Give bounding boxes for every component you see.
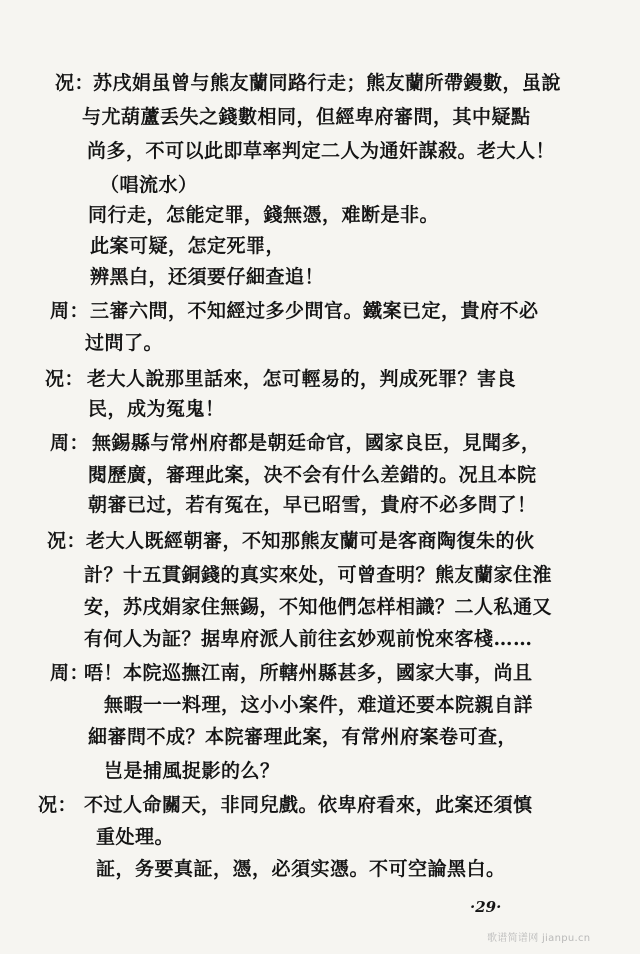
speaker-label: 况： — [38, 794, 78, 816]
dialogue-line — [0, 172, 628, 198]
dialogue-text: 与尤葫蘆丢失之錢數相同，但經卑府審問，其中疑點 — [82, 106, 531, 128]
dialogue-text: 有何人为証？据卑府派人前往玄妙观前悅來客棧…… — [84, 628, 533, 650]
dialogue-line — [0, 856, 628, 882]
dialogue-line — [0, 396, 628, 422]
dialogue-line — [0, 330, 628, 356]
dialogue-line — [0, 366, 628, 392]
dialogue-line — [0, 528, 628, 554]
speaker-label: 况： — [47, 530, 87, 552]
speaker-label: 况： — [55, 72, 95, 94]
dialogue-line — [0, 626, 628, 652]
dialogue-text: 尚多，不可以此即草率判定二人为通奸謀殺。老大人！ — [87, 140, 556, 162]
dialogue-text: 閱歷廣，審理此案，决不会有什么差錯的。况且本院 — [88, 464, 537, 486]
dialogue-text: 岂是捕風捉影的么？ — [104, 760, 280, 782]
dialogue-text: 民，成为冤鬼！ — [88, 398, 225, 420]
dialogue-text: （唱流水） — [100, 174, 198, 196]
site-watermark: 歌谱简谱网 jianpu.cn — [487, 933, 591, 944]
speaker-label: 周： — [50, 432, 90, 454]
dialogue-text: 重处理。 — [96, 826, 175, 848]
dialogue-text: 不过人命關天，非同兒戲。依卑府看來，此案还須慎 — [84, 794, 533, 816]
dialogue-line — [0, 724, 628, 750]
dialogue-line — [0, 233, 628, 259]
dialogue-text: 过問了。 — [85, 332, 164, 354]
dialogue-line — [0, 758, 628, 784]
dialogue-text: 唔！本院巡撫江南，所轄州縣甚多，國家大事，尚且 — [84, 662, 533, 684]
dialogue-line — [0, 692, 628, 718]
dialogue-line — [0, 70, 628, 96]
dialogue-line — [0, 298, 628, 324]
dialogue-text: 老大人既經朝審，不知那熊友蘭可是客商陶復朱的伙 — [86, 530, 535, 552]
dialogue-line — [0, 562, 628, 588]
dialogue-text: 苏戌娟虽曾与熊友蘭同路行走；熊友蘭所帶鏝數，虽說 — [93, 72, 562, 94]
dialogue-line — [0, 660, 628, 686]
dialogue-text: 証，务要真証，憑，必須实憑。不可空論黑白。 — [96, 858, 506, 880]
dialogue-line — [0, 492, 628, 518]
dialogue-line — [0, 462, 628, 488]
dialogue-line — [0, 594, 628, 620]
dialogue-text: 計？十五貫銅錢的真实來处，可曾查明？熊友蘭家住淮 — [84, 564, 553, 586]
dialogue-text: 同行走，怎能定罪，錢無憑，难断是非。 — [88, 204, 440, 226]
dialogue-line — [0, 792, 628, 818]
dialogue-text: 三審六問，不知經过多少問官。鐵案已定，貴府不必 — [90, 300, 539, 322]
dialogue-line — [0, 202, 628, 228]
dialogue-line — [0, 824, 628, 850]
page-number: ·29· — [470, 898, 502, 916]
dialogue-text: 無暇一一料理，这小小案件，难道还要本院親自詳 — [104, 694, 534, 716]
dialogue-text: 細審問不成？本院審理此案，有常州府案卷可查， — [88, 726, 518, 748]
dialogue-text: 朝審已过，若有冤在，早已昭雪，貴府不必多問了！ — [88, 494, 537, 516]
dialogue-text: 老大人說那里話來，怎可輕易的，判成死罪？害良 — [87, 368, 517, 390]
speaker-label: 周： — [50, 662, 90, 684]
dialogue-text: 無錫縣与常州府都是朝廷命官，國家良臣，見聞多， — [92, 432, 541, 454]
dialogue-text: 此案可疑，怎定死罪， — [90, 235, 286, 257]
dialogue-line — [0, 138, 628, 164]
dialogue-line — [0, 264, 628, 290]
dialogue-line — [0, 430, 628, 456]
speaker-label: 周： — [50, 300, 90, 322]
dialogue-line — [0, 104, 628, 130]
dialogue-text: 辨黑白，还須要仔細查追！ — [90, 266, 325, 288]
speaker-label: 况： — [45, 368, 85, 390]
dialogue-text: 安，苏戌娟家住無錫，不知他們怎样相識？二人私通又 — [84, 596, 553, 618]
